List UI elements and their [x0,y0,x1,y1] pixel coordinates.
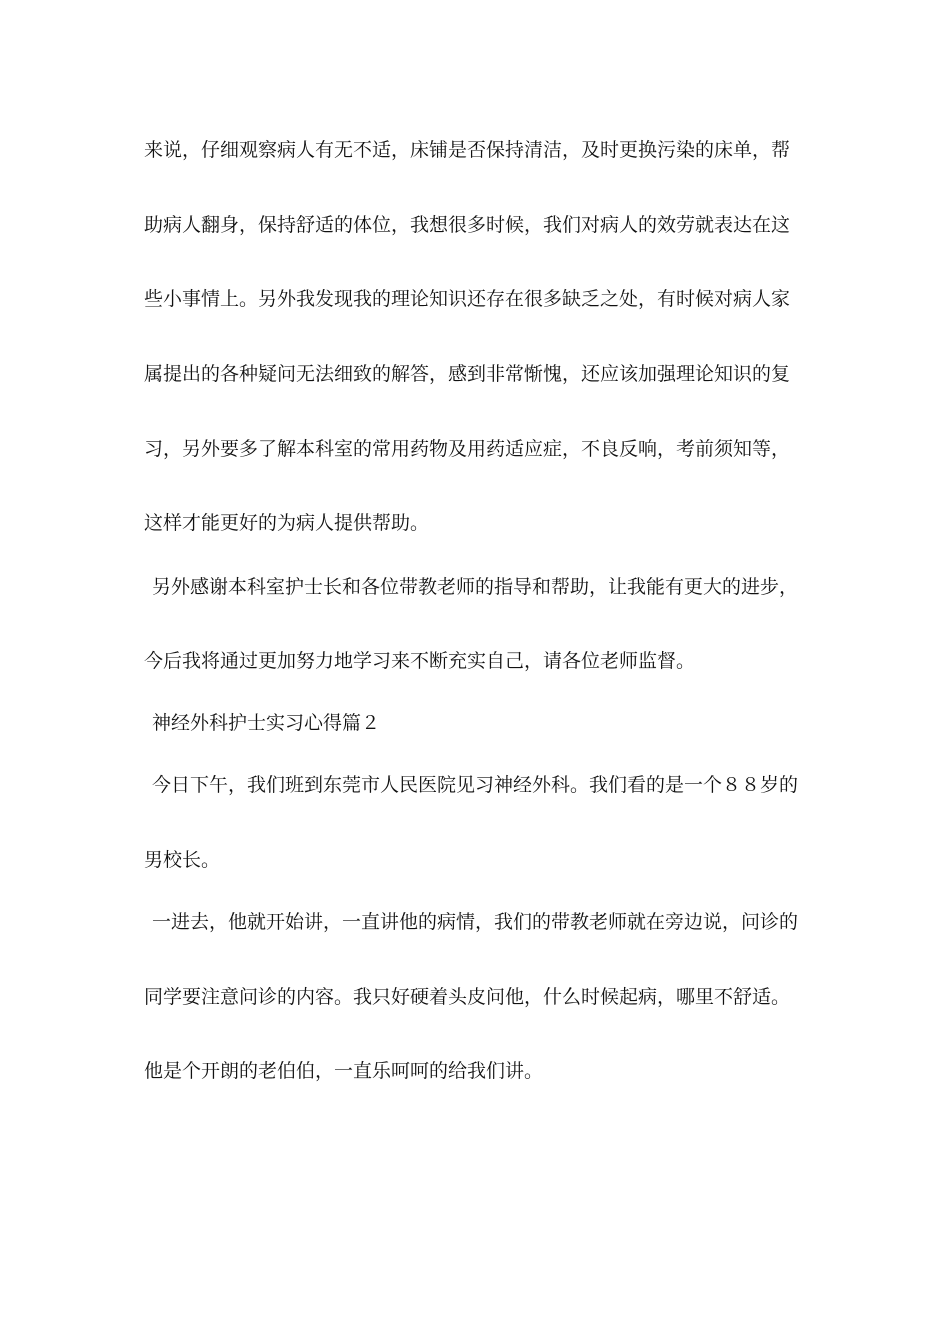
section-heading: 神经外科护士实习心得篇２ [152,712,381,734]
paragraph-line: 同学要注意问诊的内容。我只好硬着头皮问他，什么时候起病，哪里不舒适。 [144,986,791,1008]
paragraph-line: 些小事情上。另外我发现我的理论知识还存在很多缺乏之处，有时候对病人家 [144,288,791,310]
paragraph-line: 另外感谢本科室护士长和各位带教老师的指导和帮助，让我能有更大的进步， [152,576,799,598]
paragraph-line: 这样才能更好的为病人提供帮助。 [144,512,430,534]
paragraph-line: 男校长。 [144,849,221,871]
paragraph-line: 今后我将通过更加努力地学习来不断充实自己，请各位老师监督。 [144,650,696,672]
paragraph-line: 今日下午，我们班到东莞市人民医院见习神经外科。我们看的是一个８８岁的 [152,774,799,796]
paragraph-line: 他是个开朗的老伯伯，一直乐呵呵的给我们讲。 [144,1060,544,1082]
paragraph-line: 一进去，他就开始讲，一直讲他的病情，我们的带教老师就在旁边说，问诊的 [152,911,799,933]
paragraph-line: 习，另外要多了解本科室的常用药物及用药适应症，不良反响，考前须知等， [144,438,791,460]
paragraph-line: 属提出的各种疑问无法细致的解答，感到非常惭愧，还应该加强理论知识的复 [144,363,791,385]
paragraph-line: 来说，仔细观察病人有无不适，床铺是否保持清洁，及时更换污染的床单，帮 [144,139,791,161]
paragraph-line: 助病人翻身，保持舒适的体位，我想很多时候，我们对病人的效劳就表达在这 [144,214,791,236]
